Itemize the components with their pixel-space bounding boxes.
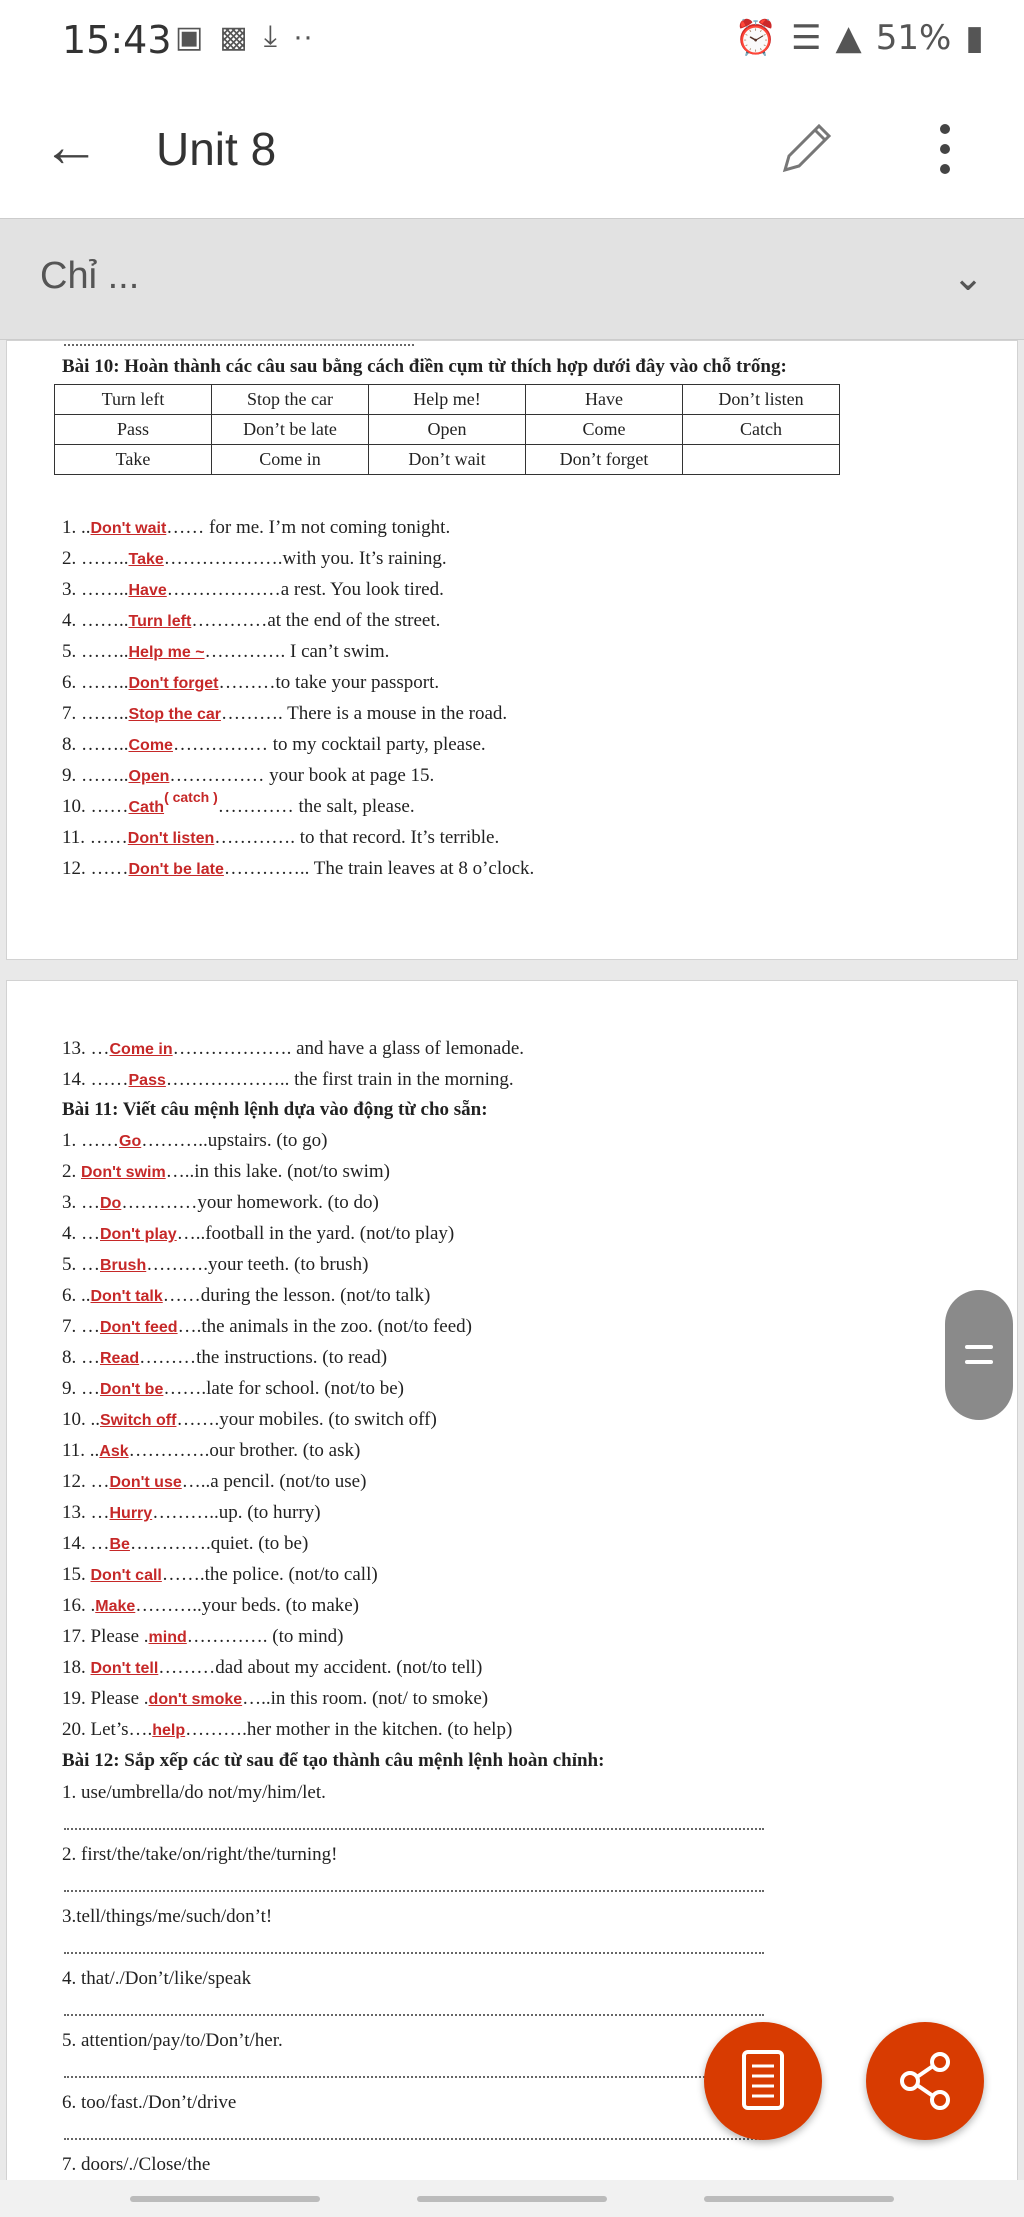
back-arrow-icon[interactable]: ←: [42, 114, 100, 179]
nav-home[interactable]: [417, 2196, 607, 2202]
nav-back[interactable]: [704, 2196, 894, 2202]
exercise-item: 15. Don't call…….the police. (not/to call): [62, 1564, 378, 1585]
more-notifications-icon: ··: [292, 20, 313, 53]
table-cell: Don’t wait: [369, 445, 526, 475]
exercise-item: 1. ..Don't wait…… for me. I’m not coming tonight.: [62, 517, 451, 538]
answer-line: [64, 1952, 764, 1954]
exercise-item: 10. ……Cath$^{( catch )}$………… the salt, please.: [62, 789, 415, 817]
table-cell: Don’t forget: [526, 445, 683, 475]
exercise-item: 5. attention/pay/to/Don’t/her.: [62, 2030, 283, 2051]
reading-mode-button[interactable]: [704, 2022, 822, 2140]
exercise-item: 17. Please .mind…………. (to mind): [62, 1626, 344, 1647]
bai10-heading: Bài 10: Hoàn thành các câu sau bằng cách điền cụm từ thích hợp dưới đây vào chỗ trống:: [62, 356, 787, 377]
alarm-icon: ⏰: [734, 18, 778, 58]
status-time: 15:43: [62, 18, 172, 62]
exercise-item: 20. Let’s….help……….her mother in the kitchen. (to help): [62, 1719, 513, 1740]
battery-percent: 51%: [875, 18, 952, 58]
exercise-item: 4. that/./Don’t/like/speak: [62, 1968, 252, 1989]
zalo-icon: ▩: [219, 21, 248, 54]
exercise-item: 18. Don't tell………dad about my accident. (not/to tell): [62, 1657, 483, 1678]
answer-line: [64, 2076, 764, 2078]
exercise-item: 10. ..Switch off…….your mobiles. (to switch off): [62, 1409, 437, 1430]
exercise-item: 16. .Make………..your beds. (to make): [62, 1595, 360, 1616]
exercise-item: 2. ……..Take……………….with you. It’s raining.: [62, 548, 447, 569]
exercise-item: 14. …Be………….quiet. (to be): [62, 1533, 309, 1554]
exercise-item: 9. …Don't be…….late for school. (not/to be): [62, 1378, 404, 1399]
word-bank-table: [54, 384, 840, 475]
table-cell: Pass: [55, 415, 212, 445]
answer-line: [64, 2138, 764, 2140]
download-icon: ⤓: [263, 20, 277, 53]
table-cell: Don’t be late: [212, 415, 369, 445]
section-selector-label: Chỉ ...: [40, 255, 140, 297]
bai11-heading: Bài 11: Viết câu mệnh lệnh dựa vào động từ cho sẵn:: [62, 1099, 488, 1120]
nav-recent[interactable]: [130, 2196, 320, 2202]
table-cell: Catch: [683, 415, 840, 445]
exercise-item: 19. Please .don't smoke…..in this room. (not/ to smoke): [62, 1688, 489, 1709]
answer-line: [64, 1828, 764, 1830]
bai12-heading: Bài 12: Sắp xếp các từ sau để tạo thành câu mệnh lệnh hoàn chỉnh:: [62, 1750, 605, 1771]
exercise-item: 6. ……..Don't forget………to take your passport.: [62, 672, 440, 693]
fast-scroll-handle[interactable]: [945, 1290, 1013, 1420]
answer-line: [64, 2014, 764, 2016]
answer-line: [64, 1890, 764, 1892]
table-cell: Come: [526, 415, 683, 445]
exercise-item: 1. ……Go………..upstairs. (to go): [62, 1130, 328, 1151]
signal-icon: ▲: [835, 18, 862, 58]
divider: [64, 344, 414, 346]
table-cell: Have: [526, 385, 683, 415]
exercise-item: 2. Don't swim…..in this lake. (not/to swim): [62, 1161, 390, 1182]
exercise-item: 12. ……Don't be late………….. The train leaves at 8 o’clock.: [62, 858, 535, 879]
app-bar: [0, 80, 1024, 218]
gallery-icon: ▣: [175, 21, 204, 54]
system-icons: [735, 18, 984, 58]
document-view-icon: [704, 2022, 822, 2140]
exercise-item: 9. ……..Open…………… your book at page 15.: [62, 765, 435, 786]
table-cell: Stop the car: [212, 385, 369, 415]
share-button[interactable]: [866, 2022, 984, 2140]
table-cell: Help me!: [369, 385, 526, 415]
status-bar: [0, 0, 1024, 80]
table-cell: Open: [369, 415, 526, 445]
table-cell: Turn left: [55, 385, 212, 415]
exercise-item: 6. too/fast./Don’t/drive: [62, 2092, 237, 2113]
exercise-item: 3. …Do…………your homework. (to do): [62, 1192, 379, 1213]
share-icon: [866, 2022, 984, 2140]
table-cell: [683, 445, 840, 475]
notification-icons: [175, 20, 313, 55]
exercise-item: 8. ……..Come…………… to my cocktail party, please.: [62, 734, 486, 755]
page-title: Unit 8: [156, 123, 277, 175]
exercise-item: 13. …Come in………………. and have a glass of lemonade.: [62, 1038, 525, 1059]
exercise-item: 4. …Don't play…..football in the yard. (not/to play): [62, 1223, 455, 1244]
exercise-item: 8. …Read………the instructions. (to read): [62, 1347, 388, 1368]
exercise-item: 2. first/the/take/on/right/the/turning!: [62, 1844, 338, 1865]
exercise-item: 1. use/umbrella/do not/my/him/let.: [62, 1782, 326, 1803]
table-cell: Come in: [212, 445, 369, 475]
edit-pencil-icon[interactable]: [775, 116, 839, 180]
wifi-icon: ☰: [791, 18, 822, 58]
table-cell: Take: [55, 445, 212, 475]
exercise-item: 4. ……..Turn left…………at the end of the street.: [62, 610, 441, 631]
more-options-icon[interactable]: [930, 118, 960, 182]
exercise-item: 12. …Don't use…..a pencil. (not/to use): [62, 1471, 367, 1492]
exercise-item: 7. …Don't feed….the animals in the zoo. (not/to feed): [62, 1316, 472, 1337]
exercise-item: 3. ……..Have………………a rest. You look tired.: [62, 579, 444, 600]
exercise-item: 7. ……..Stop the car………. There is a mouse in the road.: [62, 703, 508, 724]
chevron-down-icon: ⌄: [952, 257, 984, 299]
exercise-item: 5. ……..Help me ~…………. I can’t swim.: [62, 641, 390, 662]
table-cell: Don’t listen: [683, 385, 840, 415]
section-selector[interactable]: [0, 218, 1024, 340]
exercise-item: 11. ..Ask………….our brother. (to ask): [62, 1440, 361, 1461]
exercise-item: 14. ……Pass……………….. the first train in the morning.: [62, 1069, 514, 1090]
exercise-item: 11. ……Don't listen…………. to that record. It’s terrible.: [62, 827, 500, 848]
system-nav-bar: [0, 2180, 1024, 2217]
exercise-item: 7. doors/./Close/the: [62, 2154, 211, 2175]
exercise-item: 3.tell/things/me/such/don’t!: [62, 1906, 273, 1927]
exercise-item: 6. ..Don't talk……during the lesson. (not/to talk): [62, 1285, 431, 1306]
battery-icon: ▮: [965, 18, 984, 58]
exercise-item: 5. …Brush……….your teeth. (to brush): [62, 1254, 369, 1275]
exercise-item: 13. …Hurry………..up. (to hurry): [62, 1502, 321, 1523]
